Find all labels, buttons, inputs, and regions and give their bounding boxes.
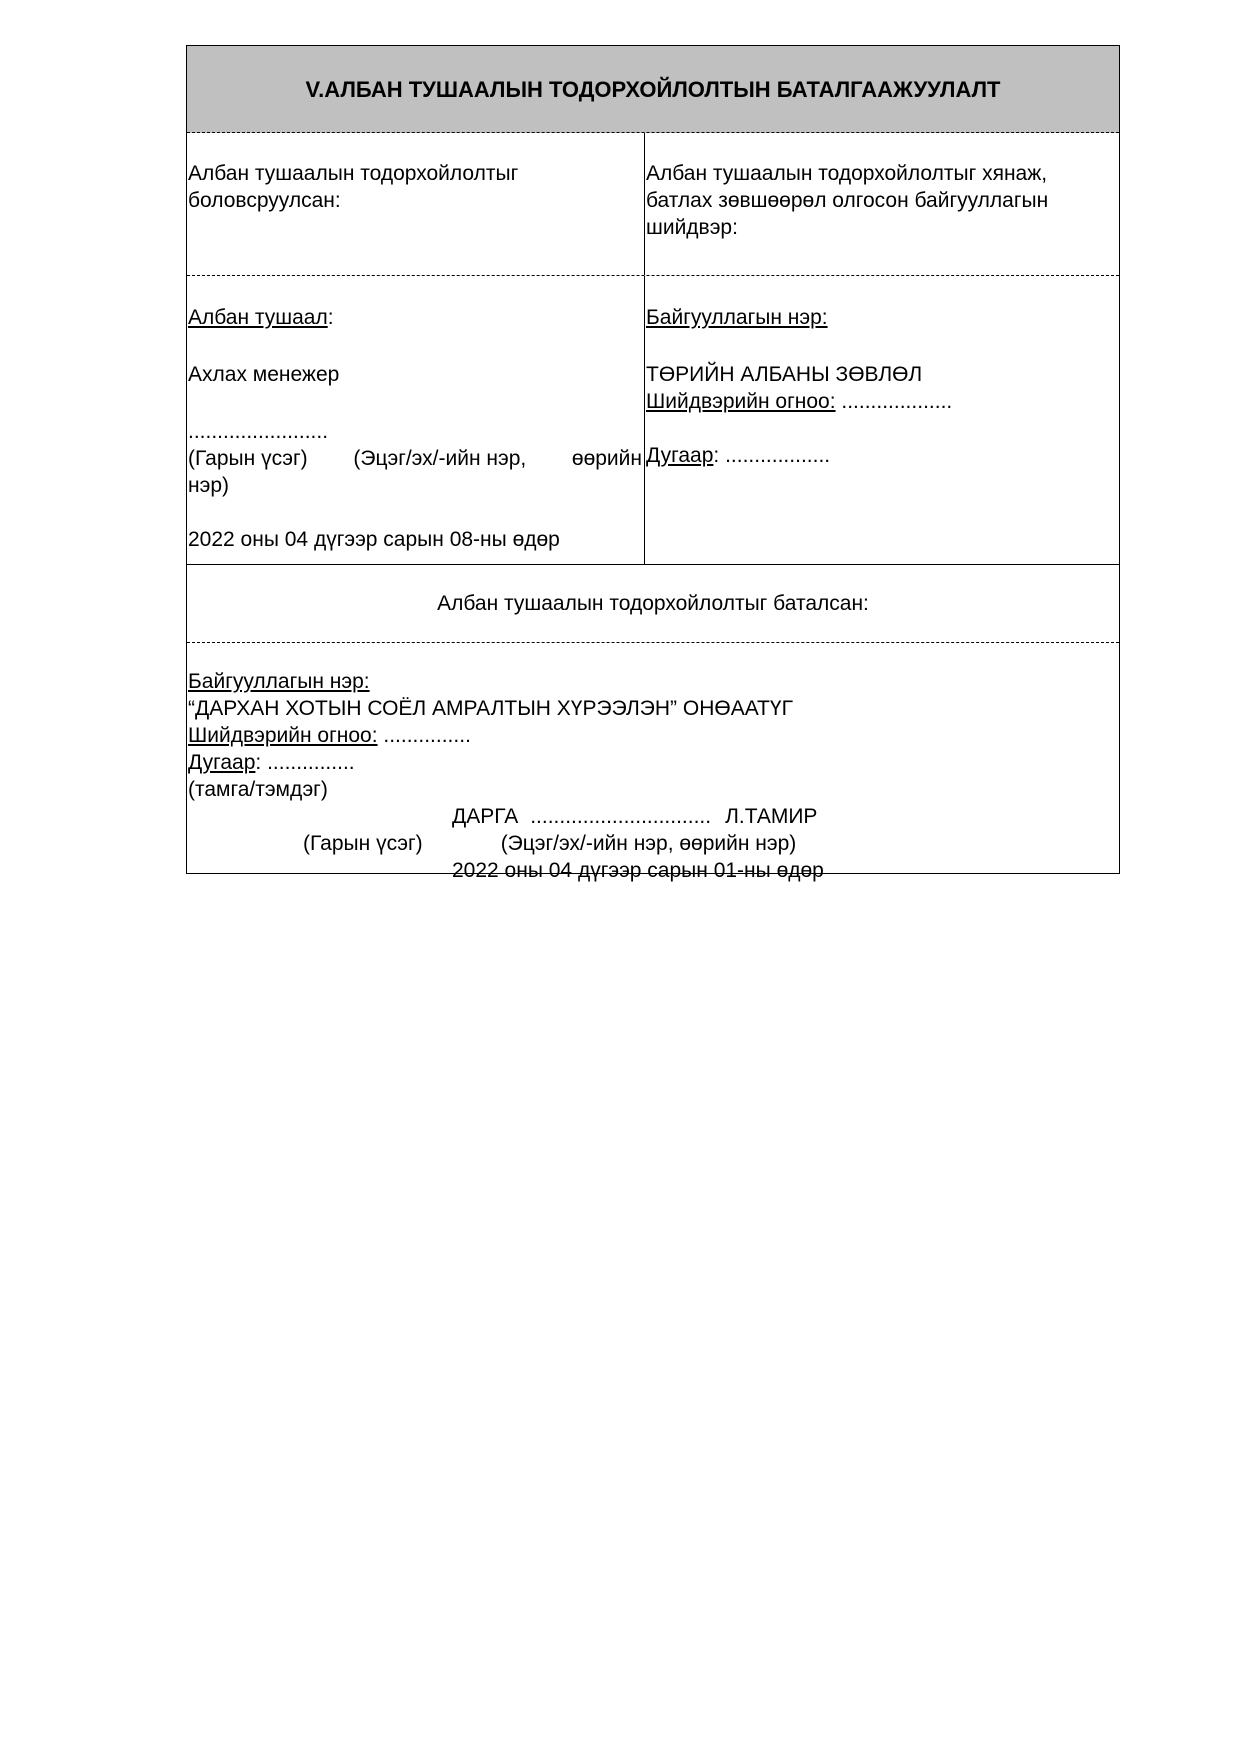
preparer-sign-caption [188, 445, 644, 472]
prepared-by-line-2: боловсруулсан: [188, 189, 341, 212]
director-caption-line [188, 830, 1119, 857]
sign-caption-name: нэр) [188, 474, 229, 497]
section-title: V.АЛБАН ТУШААЛЫН ТОДОРХОЙЛОЛТЫН БАТАЛГААЖУУЛАЛТ [187, 46, 1119, 133]
final-date: 2022 оны 04 дүгээр сарын 01-ны өдөр [452, 859, 824, 882]
director-title: ДАРГА [452, 805, 519, 828]
director-name: Л.ТАМИР [725, 805, 818, 828]
preparer-date: 2022 оны 04 дүгээр сарын 08-ны өдөр [188, 528, 560, 551]
decision-line-1: Албан тушаалын тодорхойлолтыг хянаж, [646, 162, 1048, 185]
org-value: ТӨРИЙН АЛБАНЫ ЗӨВЛӨЛ [646, 363, 923, 386]
final-number-value: : ............... [255, 751, 355, 774]
sign-caption-father: (Эцэг/эх/-ийн нэр, [353, 447, 527, 470]
final-org-label: Байгууллагын нэр: [188, 670, 370, 693]
caption-name: (Эцэг/эх/-ийн нэр, өөрийн нэр) [500, 832, 797, 855]
preparer-signature-dots: ........................ [188, 420, 329, 443]
position-value: Ахлах менежер [188, 363, 340, 386]
prepared-by-header [187, 133, 645, 275]
final-number-label: Дугаар [188, 751, 256, 774]
position-label: Албан тушаал [188, 306, 328, 329]
final-decision-date-value: ............... [377, 724, 471, 747]
preparer-details [187, 276, 645, 564]
approval-form [186, 45, 1120, 882]
sign-caption-own: өөрийн [571, 447, 642, 470]
final-number-line [188, 749, 1119, 776]
decision-date-line [646, 388, 1119, 415]
number-label: Дугаар [646, 444, 714, 467]
decision-line-2: батлах зөвшөөрөл олгосон байгууллагын [646, 189, 1049, 212]
decision-line-3: шийдвэр: [646, 216, 738, 239]
stamp-label: (тамга/тэмдэг) [188, 778, 328, 801]
details-row [187, 276, 1119, 565]
decision-date-label: Шийдвэрийн огноо: [646, 390, 836, 413]
number-value: : .................. [713, 444, 831, 467]
decision-header [645, 133, 1119, 275]
approver-org-details [645, 276, 1119, 564]
director-sign-line [188, 803, 1119, 830]
sign-caption-signature: (Гарын үсэг) [188, 447, 308, 470]
approved-by-heading: Албан тушаалын тодорхойлолтыг баталсан: [187, 565, 1119, 643]
final-org-value: “ДАРХАН ХОТЫН СОЁЛ АМРАЛТЫН ХҮРЭЭЛЭН” ОНӨААТҮГ [188, 697, 793, 720]
position-colon: : [327, 306, 334, 329]
final-approval [187, 643, 1119, 882]
final-decision-date-line [188, 722, 1119, 749]
final-decision-date-label: Шийдвэрийн огноо: [188, 724, 378, 747]
caption-signature: (Гарын үсэг) [303, 832, 423, 855]
decision-date-value: ................... [835, 390, 953, 413]
director-signature-dots: ............................... [530, 805, 712, 828]
position-label-line [188, 304, 644, 331]
org-label: Байгууллагын нэр: [646, 306, 828, 329]
final-date-line [188, 857, 1119, 884]
number-line [646, 442, 1119, 469]
header-row [187, 133, 1119, 276]
prepared-by-line-1: Албан тушаалын тодорхойлолтыг [188, 162, 519, 185]
